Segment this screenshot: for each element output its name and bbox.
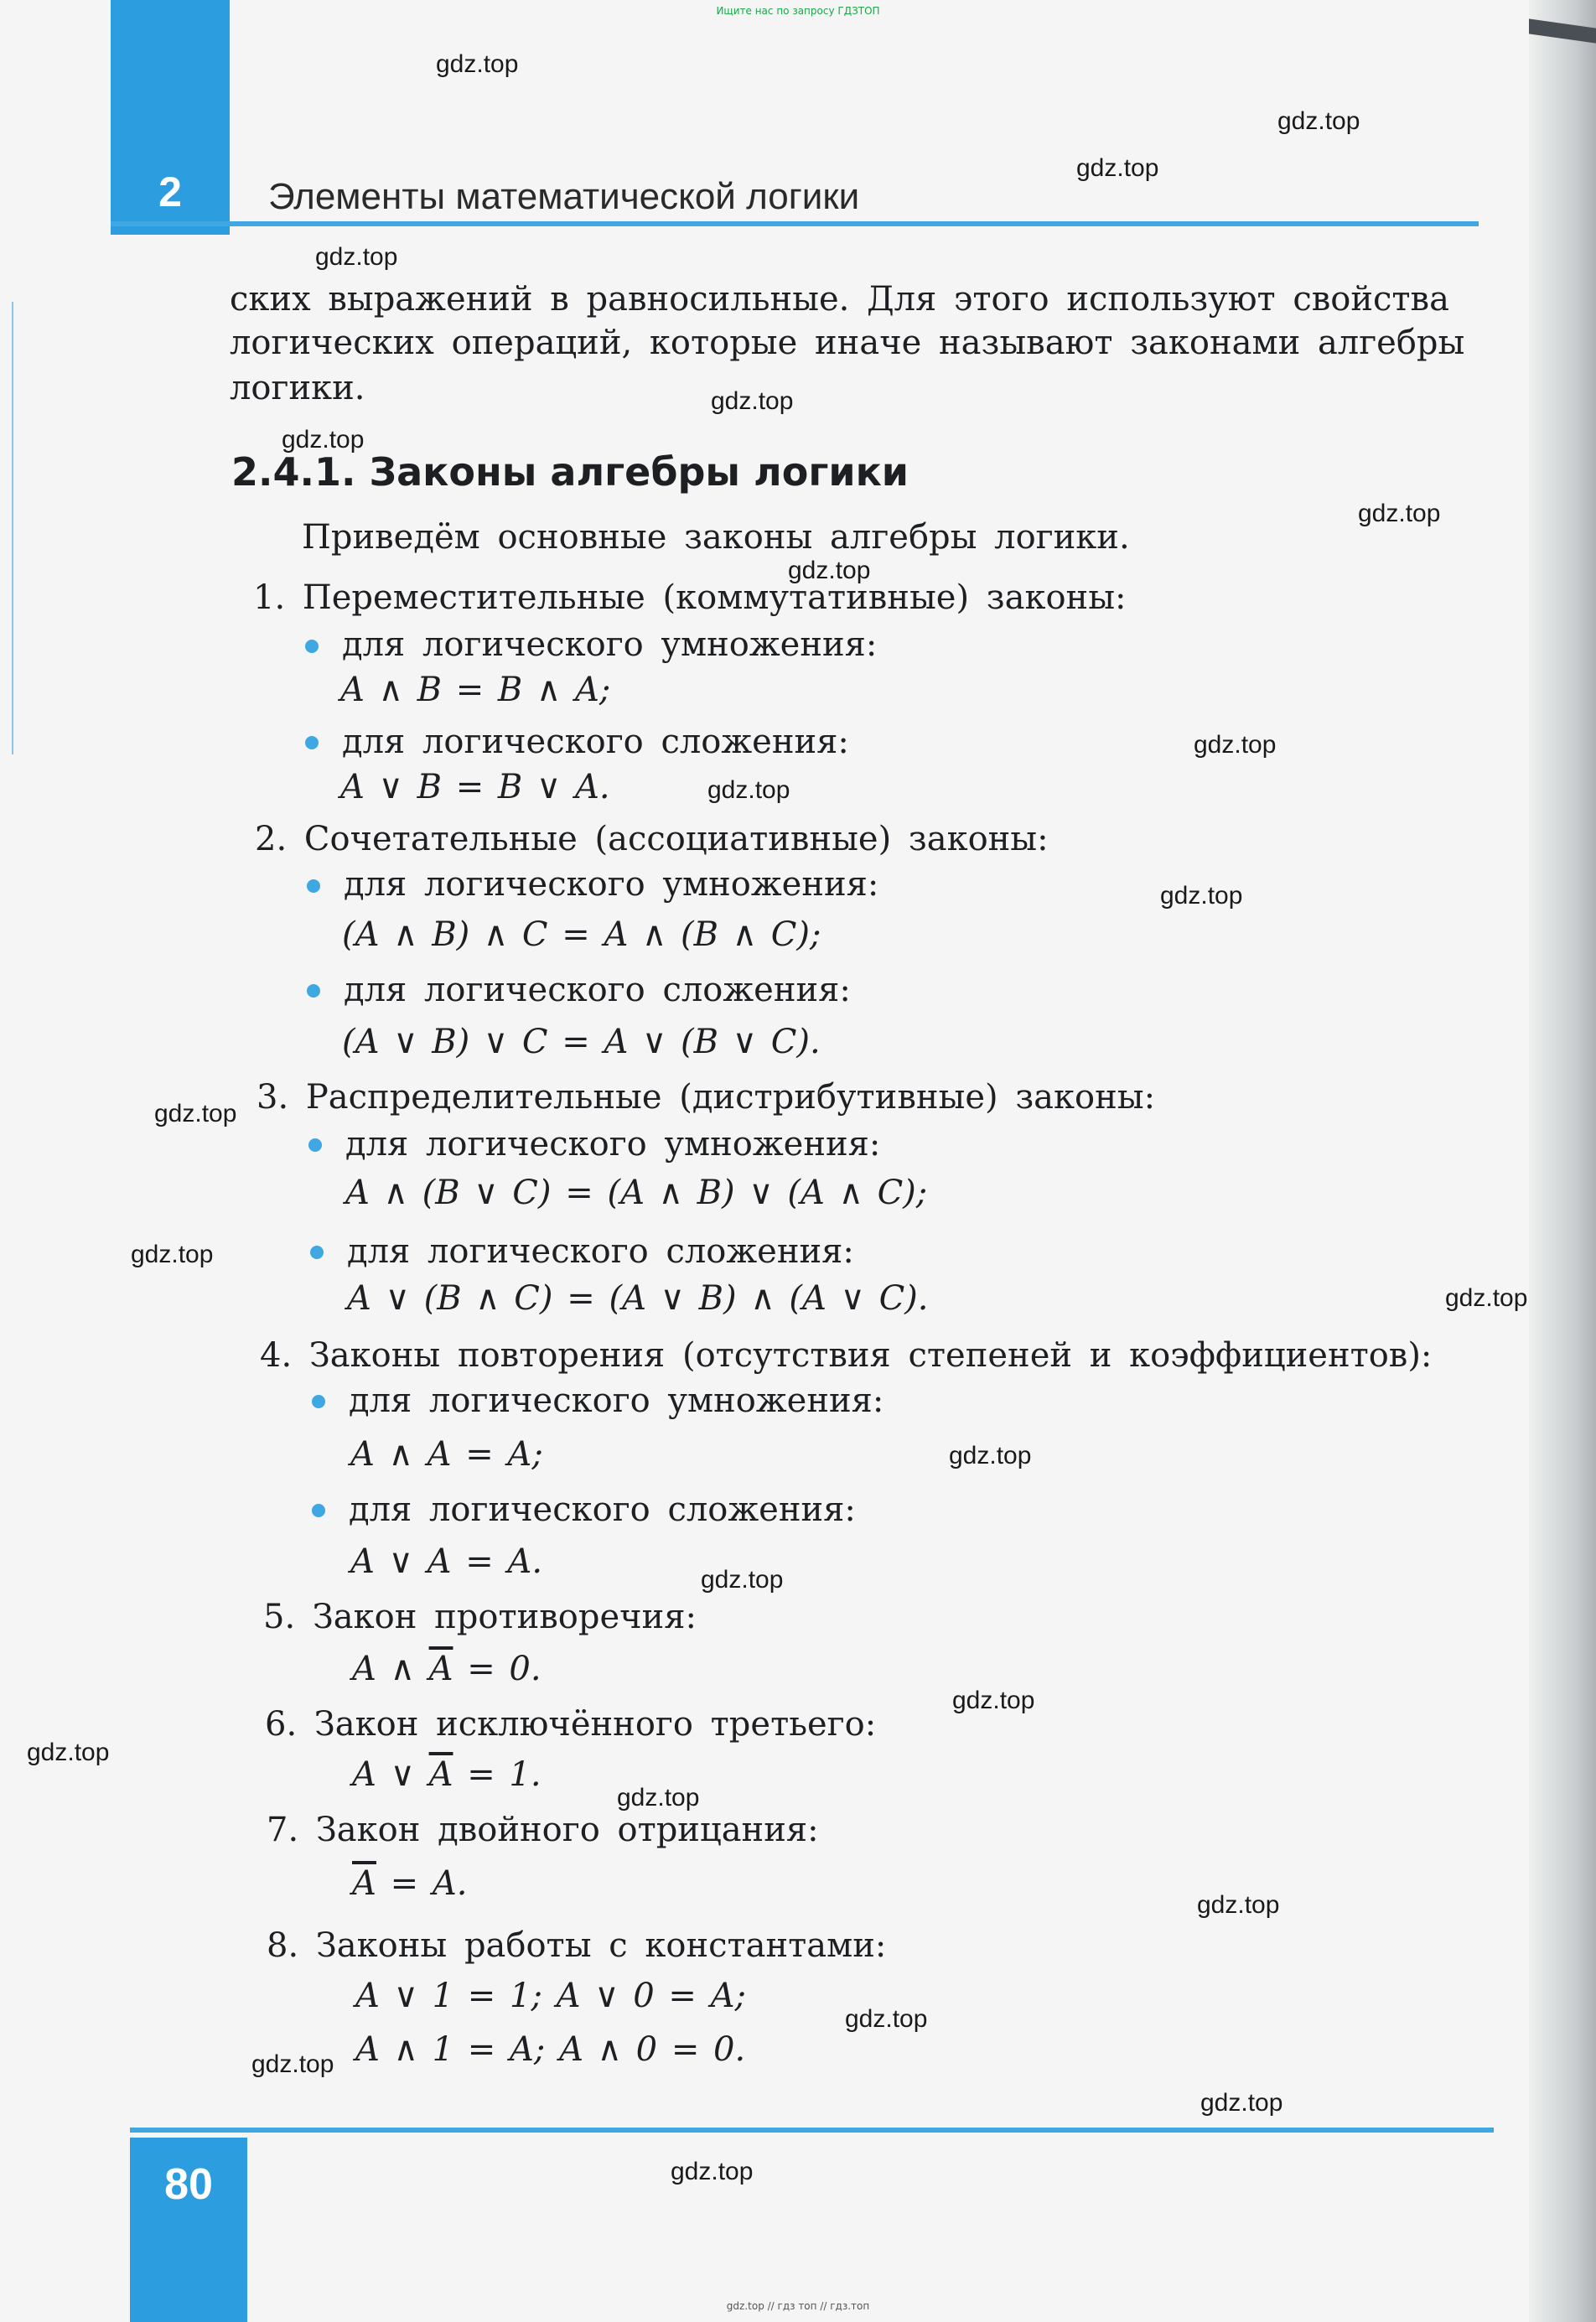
law-8-formula-2: A ∧ 1 = A; A ∧ 0 = 0. bbox=[355, 2030, 746, 2069]
law-5-title: 5. Закон противоречия: bbox=[263, 1598, 697, 1636]
watermark: gdz.top bbox=[315, 243, 398, 271]
law-1-add-formula: A ∨ B = B ∨ A. bbox=[340, 768, 610, 806]
watermark: gdz.top bbox=[282, 426, 365, 454]
bullet bbox=[305, 736, 319, 749]
intro-line-3: логики. bbox=[230, 369, 365, 407]
page-number: 80 bbox=[164, 2160, 213, 2209]
lead-text: Приведём основные законы алгебры логики. bbox=[302, 518, 1130, 557]
watermark: gdz.top bbox=[1076, 154, 1159, 182]
watermark: gdz.top bbox=[701, 1566, 784, 1594]
law-2-title: 2. Сочетательные (ассоциативные) законы: bbox=[255, 820, 1049, 858]
watermark: gdz.top bbox=[154, 1100, 237, 1127]
watermark: gdz.top bbox=[1358, 500, 1441, 527]
watermark: gdz.top bbox=[949, 1442, 1032, 1469]
watermark: gdz.top bbox=[711, 387, 794, 415]
watermark: gdz.top bbox=[251, 2050, 334, 2078]
watermark: gdz.top bbox=[131, 1241, 214, 1268]
law-1-mult-label: для логического умножения: bbox=[342, 625, 878, 664]
law-7-title: 7. Закон двойного отрицания: bbox=[267, 1811, 819, 1849]
law-3-mult-label: для логического умножения: bbox=[345, 1125, 881, 1164]
negation-a: $\overline{A}$ bbox=[428, 1755, 453, 1794]
intro-line-1: ских выражений в равносильные. Для этого используют свойства bbox=[230, 280, 1449, 319]
law-2-add-label: для логического сложения: bbox=[344, 971, 851, 1009]
law-3-add-label: для логического сложения: bbox=[347, 1232, 854, 1271]
law-4-title: 4. Законы повторения (отсутствия степеней и коэффициентов): bbox=[260, 1336, 1433, 1375]
watermark: gdz.top bbox=[1197, 1891, 1280, 1919]
law-1-add-label: для логического сложения: bbox=[342, 723, 849, 761]
law-8-formula-1: A ∨ 1 = 1; A ∨ 0 = A; bbox=[355, 1977, 746, 2015]
chapter-number: 2 bbox=[158, 168, 182, 215]
law-5-formula-right: = 0. bbox=[453, 1650, 542, 1688]
law-3-title: 3. Распределительные (дистрибутивные) законы: bbox=[256, 1078, 1156, 1117]
bullet bbox=[312, 1395, 325, 1408]
watermark: gdz.top bbox=[1445, 1284, 1528, 1312]
law-6-formula bbox=[352, 1755, 542, 1794]
left-margin-rule bbox=[12, 302, 13, 754]
law-5-formula bbox=[352, 1650, 542, 1688]
top-note: Ищите нас по запросу ГДЗТОП bbox=[716, 5, 880, 17]
bullet bbox=[312, 1504, 325, 1517]
watermark: gdz.top bbox=[436, 50, 519, 78]
law-1-title: 1. Переместительные (коммутативные) законы: bbox=[253, 578, 1127, 617]
law-8-title: 8. Законы работы с константами: bbox=[267, 1926, 887, 1965]
bullet bbox=[310, 1246, 324, 1259]
law-6-formula-right: = 1. bbox=[453, 1755, 542, 1794]
intro-line-2: логических операций, которые иначе называют законами алгебры bbox=[230, 324, 1465, 362]
watermark: gdz.top bbox=[617, 1784, 700, 1811]
double-negation-a: $\overline{A}$ bbox=[352, 1864, 376, 1903]
law-6-formula-left: A ∨ bbox=[352, 1755, 429, 1794]
law-1-mult-formula: A ∧ B = B ∧ A; bbox=[340, 671, 611, 709]
watermark: gdz.top bbox=[952, 1687, 1035, 1714]
bullet bbox=[308, 1138, 322, 1152]
bullet bbox=[307, 984, 320, 998]
law-4-add-formula: A ∨ A = A. bbox=[350, 1542, 543, 1581]
law-5-formula-left: A ∧ bbox=[352, 1650, 429, 1688]
law-3-add-formula: A ∨ (B ∧ C) = (A ∨ B) ∧ (A ∨ C). bbox=[347, 1279, 929, 1318]
law-2-mult-label: для логического умножения: bbox=[344, 865, 879, 904]
footer-rule bbox=[130, 2128, 1494, 2133]
page-edge-shadow bbox=[1529, 0, 1596, 2322]
watermark: gdz.top bbox=[788, 557, 871, 584]
law-6-title: 6. Закон исключённого третьего: bbox=[265, 1705, 877, 1744]
law-2-mult-formula: (A ∧ B) ∧ C = A ∧ (B ∧ C); bbox=[342, 915, 821, 954]
law-7-formula bbox=[352, 1864, 467, 1903]
bullet bbox=[307, 879, 320, 893]
law-4-mult-label: для логического умножения: bbox=[349, 1381, 884, 1420]
watermark: gdz.top bbox=[845, 2005, 928, 2033]
bullet bbox=[305, 640, 319, 653]
law-3-mult-formula: A ∧ (B ∨ C) = (A ∧ B) ∨ (A ∧ C); bbox=[345, 1174, 928, 1212]
bottom-note: gdz.top // гдз топ // гдз.топ bbox=[726, 2300, 870, 2312]
header-rule bbox=[111, 221, 1479, 226]
watermark: gdz.top bbox=[707, 776, 790, 804]
section-title: 2.4.1. Законы алгебры логики bbox=[231, 449, 909, 495]
watermark: gdz.top bbox=[671, 2158, 754, 2185]
watermark: gdz.top bbox=[1200, 2089, 1283, 2117]
watermark: gdz.top bbox=[27, 1739, 110, 1766]
law-4-mult-formula: A ∧ A = A; bbox=[350, 1435, 543, 1474]
law-4-add-label: для логического сложения: bbox=[349, 1490, 856, 1529]
watermark: gdz.top bbox=[1194, 731, 1277, 759]
watermark: gdz.top bbox=[1160, 882, 1243, 910]
negation-a: $\overline{A}$ bbox=[428, 1650, 453, 1688]
chapter-title: Элементы математической логики bbox=[268, 176, 860, 217]
law-2-add-formula: (A ∨ B) ∨ C = A ∨ (B ∨ C). bbox=[342, 1023, 821, 1061]
watermark: gdz.top bbox=[1277, 107, 1360, 135]
law-7-formula-right: = A. bbox=[376, 1864, 468, 1903]
